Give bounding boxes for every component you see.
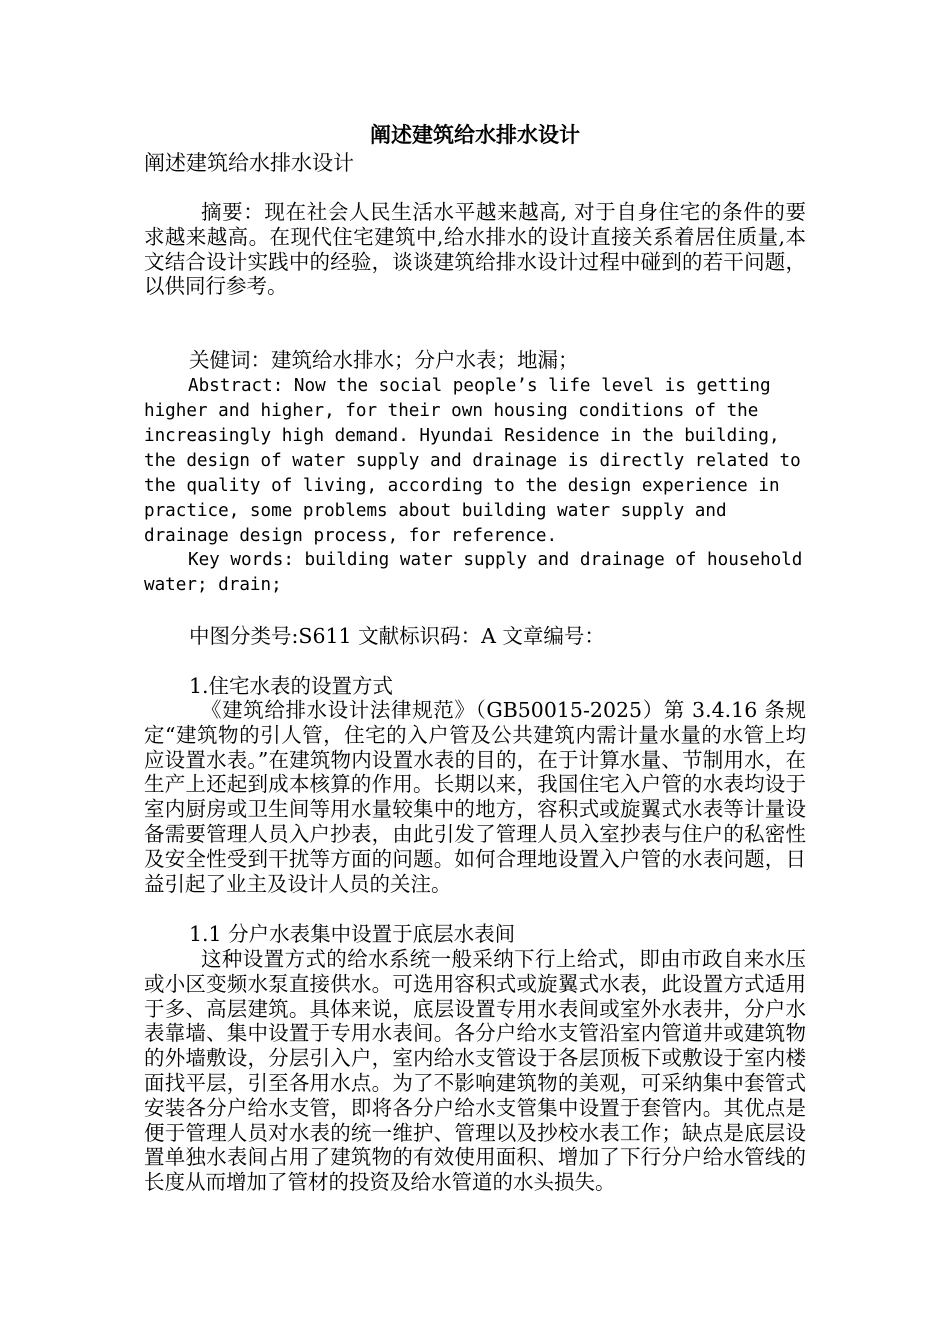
classification-line: 中图分类号:S611 文献标识码：A 文章编号： <box>189 624 605 648</box>
section-1-1-body: 这种设置方式的给水系统一般采纳下行上给式，即由市政自来水压或小区变频水泵直接供水。可选用容积式或旋翼式水表，此设置方式适用于多、高层建筑。具体来说，底层设置专用水表间或室外水表井，分户水表靠墙、集中设置于专用水表间。各分户给水支管沿室内管道井或建筑物的外墙敷设，分层引入户，室内给水支管设于各层顶板下或敷设于室内楼面找平层，引至各用水点。为了不影响建筑物的美观，可采纳集中套管式安装各分户给水支管，即将各分户给水支管集中设置于套管内。其优点是便于管理人员对水表的统一维护、管理以及抄校水表工作；缺点是底层设置单独水表间占用了建筑物的有效使用面积、增加了下行分户给水管线的长度从而增加了管材的投资及给水管道的水头损失。 <box>144 947 806 1195</box>
keywords-chinese: 关健词：建筑给水排水；分户水表；地漏； <box>189 348 579 372</box>
section-1-1-heading: 1.1 分户水表集中设置于底层水表间 <box>189 922 516 946</box>
document-subtitle: 阐述建筑给水排水设计 <box>144 151 354 175</box>
abstract-english: Abstract: Now the social people’s life level is getting higher and higher, for their own housing conditions of the increasingly high demand. Hyundai Residence in the building, the design of water supply and drainage is directly related to the quality of living, according to the design experience in practice, some problems about building water supply and drainage design process, for reference. <box>144 376 812 546</box>
keywords-english: Key words: building water supply and drainage of household water; drain; <box>144 550 813 595</box>
document-title: 阐述建筑给水排水设计 <box>370 122 580 147</box>
section-1-heading: 1.住宅水表的设置方式 <box>189 674 394 698</box>
abstract-chinese: 摘要：现在社会人民生活水平越来越高, 对于自身住宅的条件的要求越来越高。在现代住宅建筑中,给水排水的设计直接关系着居住质量,本文结合设计实践中的经验，谈谈建筑给排水设计过程中碰到的若干问题，以供同行参考。 <box>144 200 806 299</box>
section-1-body: 《建筑给排水设计法律规范》（GB50015-2025）第 3.4.16 条规定“建筑物的引人管，住宅的入户管及公共建筑内需计量水量的水管上均应设置水表。”在建筑物内设置水表的目的，在于计算水量、节制用水，在生产上还起到成本核算的作用。长期以来，我国住宅入户管的水表均设于室内厨房或卫生间等用水量较集中的地方，容积式或旋翼式水表等计量设备需要管理人员入户抄表，由此引发了管理人员入室抄表与住户的私密性及安全性受到干扰等方面的问题。如何合理地设置入户管的水表问题，日益引起了业主及设计人员的关注。 <box>144 698 806 896</box>
